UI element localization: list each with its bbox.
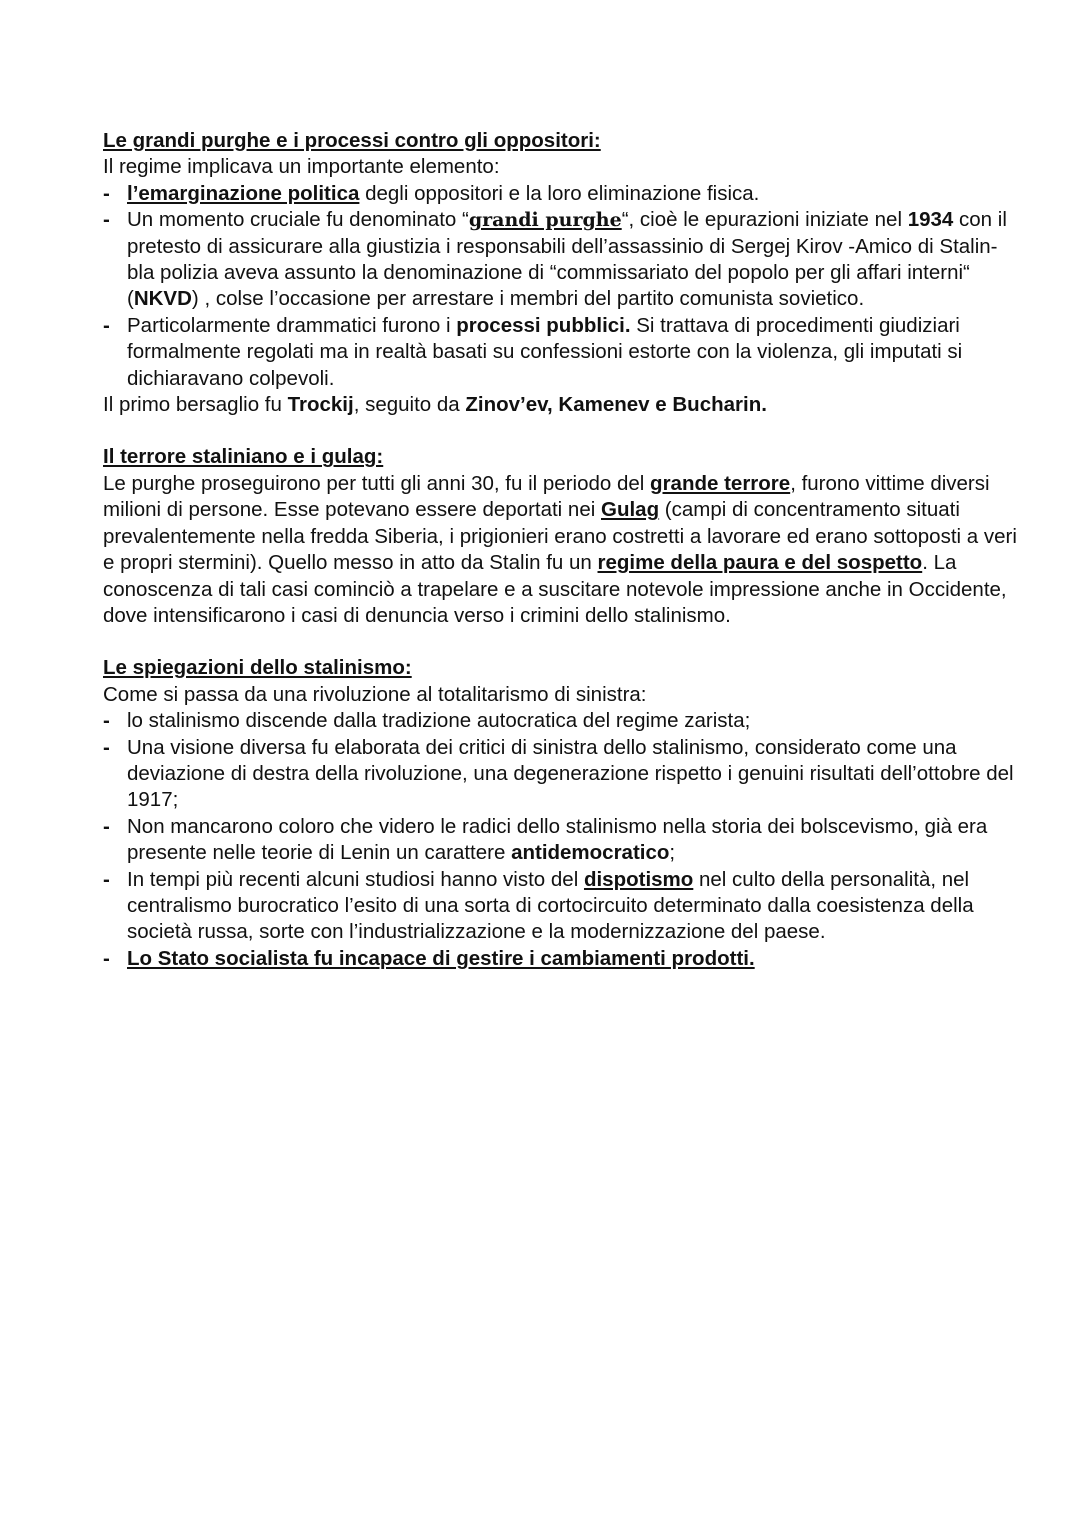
text-run: Non mancarono coloro che videro le radici dello stalinismo nella storia dei bolscevismo, già era presente nelle teorie di Lenin un carattere — [127, 814, 988, 865]
list-item — [103, 735, 1020, 814]
text-run: (campi di concentramento situati prevalentemente nella fredda Siberia, i prigionieri erano costretti a lavorare ed erano sottoposti a veri e propri stermini). Quello messo in atto da Stalin fu un — [103, 498, 1017, 575]
list-item — [103, 313, 1020, 392]
list-item — [103, 181, 1020, 207]
bold-text: antidemocratico — [511, 841, 670, 865]
section-heading: Le grandi purghe e i processi contro gli oppositori: — [103, 129, 601, 152]
list-item — [103, 946, 1020, 972]
section-heading: Il terrore staliniano e i gulag: — [103, 445, 384, 469]
bold-text: 1934 — [907, 208, 954, 232]
text-run: Particolarmente drammatici furono i — [127, 313, 457, 337]
text-run: con il pretesto di assicurare alla giustizia i responsabili dell’assassinio di Sergej Kirov -Amico di Stalin-bla polizia aveva assunto la denominazione di “commissariato del popolo per gli affari interni“ ( — [127, 208, 1007, 311]
bold-text: Zinov’ev, Kamenev e Bucharin. — [465, 393, 767, 417]
bold-underlined-text: dispotismo — [583, 867, 694, 891]
list-item — [103, 867, 1020, 946]
text-run: “, cioè le epurazioni iniziate nel — [621, 208, 908, 232]
text-run: . La conoscenza di tali casi cominciò a trapelare e a suscitare notevole impressione anche in Occidente, dove intensificarono i casi di denuncia verso i crimini dello stalinismo. — [103, 551, 1007, 627]
section-spiegazioni — [103, 655, 1020, 972]
list-item — [103, 708, 1020, 734]
bold-text: processi pubblici. — [456, 313, 631, 337]
text-run: Una visione diversa fu elaborata dei critici di sinistra dello stalinismo, considerato come una deviazione di destra della rivoluzione, una degenerazione rispetto i genuini risultati dell’ottobre del 1917; — [127, 735, 1014, 812]
text-run: Le purghe proseguirono per tutti gli anni 30, fu il periodo del — [103, 471, 651, 495]
text-run: degli oppositori e la loro eliminazione fisica. — [359, 181, 760, 205]
section-intro: Il regime implicava un importante elemento: — [103, 155, 500, 179]
section-paragraph — [103, 471, 1020, 629]
bullet-list — [103, 708, 1020, 972]
bold-underlined-text: l’emarginazione politica — [127, 181, 360, 205]
bullet-list — [103, 181, 1020, 392]
bold-text: Trockij — [287, 393, 354, 417]
spacer — [103, 418, 1020, 444]
section-terrore-gulag — [103, 444, 1020, 629]
section-grandi-purghe — [103, 128, 1020, 418]
text-run: Il primo bersaglio fu — [103, 393, 288, 417]
text-run: nel culto della personalità, nel centralismo burocratico l’esito di una sorta di cortocircuito determinato dalla coesistenza della società russa, sorte con l’industrializzazione e la modernizzazione del paese. — [127, 867, 974, 944]
spacer — [103, 629, 1020, 655]
section-heading: Le spiegazioni dello stalinismo: — [103, 656, 412, 680]
list-item — [103, 814, 1020, 867]
text-run: Un momento cruciale fu denominato “ — [127, 208, 469, 232]
bold-underlined-text: grandi purghe — [468, 209, 622, 232]
text-run: , furono vittime diversi milioni di persone. Esse potevano essere deportati nei — [103, 471, 990, 522]
text-run: ) , colse l’occasione per arrestare i membri del partito comunista sovietico. — [191, 287, 865, 311]
section-outro — [103, 392, 1020, 418]
bold-underlined-text: grande terrore — [650, 471, 791, 495]
bold-underlined-text: Lo Stato socialista fu incapace di gestire i cambiamenti prodotti. — [127, 946, 755, 970]
bold-underlined-text: regime della paura e del sospetto — [597, 551, 923, 575]
bold-underlined-text: Gulag — [601, 498, 660, 522]
text-run: , seguito da — [353, 393, 466, 417]
list-item — [103, 207, 1020, 313]
text-run: Si trattava di procedimenti giudiziari formalmente regolati ma in realtà basati su confessioni estorte con la violenza, gli imputati si dichiaravano colpevoli. — [127, 313, 963, 390]
text-run: lo stalinismo discende dalla tradizione autocratica del regime zarista; — [127, 709, 751, 733]
text-run: ; — [669, 841, 676, 865]
section-intro: Come si passa da una rivoluzione al totalitarismo di sinistra: — [103, 682, 647, 706]
bold-text: NKVD — [133, 287, 192, 311]
text-run: In tempi più recenti alcuni studiosi hanno visto del — [127, 867, 584, 891]
